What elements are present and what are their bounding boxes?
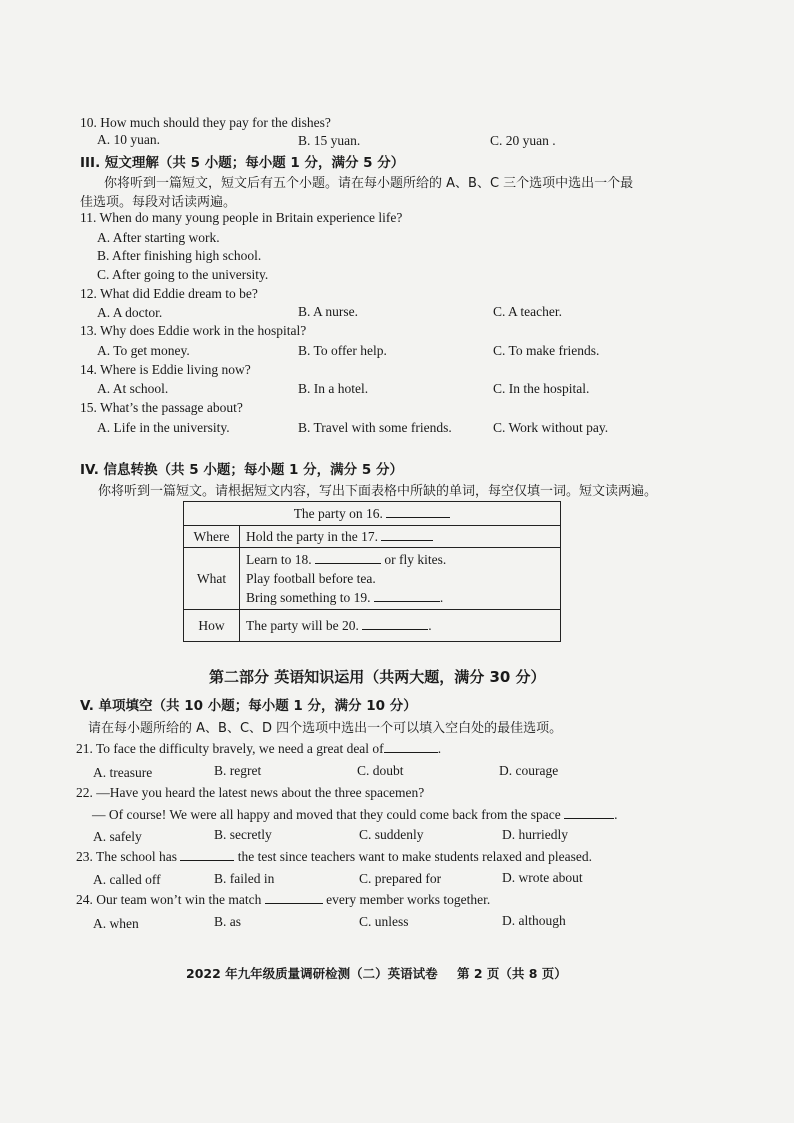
question-13-stem: 13. Why does Eddie work in the hospital? bbox=[80, 323, 307, 338]
question-13-option-c: C. To make friends. bbox=[493, 343, 600, 358]
question-22-line-1: 22. —Have you heard the latest news about the three spacemen? bbox=[76, 785, 425, 800]
question-24-option-d: D. although bbox=[502, 913, 566, 928]
question-22-option-b: B. secretly bbox=[214, 827, 272, 842]
what-cell bbox=[240, 548, 561, 610]
question-23-option-a: A. called off bbox=[93, 872, 161, 887]
blank-17[interactable] bbox=[381, 529, 433, 541]
question-23-option-c: C. prepared for bbox=[359, 871, 442, 886]
question-22-option-c: C. suddenly bbox=[359, 827, 424, 842]
question-11-stem: 11. When do many young people in Britain experience life? bbox=[80, 210, 403, 225]
what-line-1-text: Learn to 18. bbox=[246, 551, 312, 567]
question-21-option-c: C. doubt bbox=[357, 763, 404, 778]
part-2-title: 第二部分 英语知识运用（共两大题，满分 30 分） bbox=[209, 668, 546, 686]
section-3-header: III. 短文理解（共 5 小题；每小题 1 分，满分 5 分） bbox=[80, 155, 405, 171]
question-21-option-a: A. treasure bbox=[93, 765, 153, 780]
section-5-header: V. 单项填空（共 10 小题；每小题 1 分，满分 10 分） bbox=[80, 698, 417, 714]
question-24-text-pre: 24. Our team won’t win the match bbox=[76, 892, 262, 907]
question-21-stem: 21. To face the difficulty bravely, we need a great deal of . bbox=[76, 741, 442, 756]
what-line-2: Play football before tea. bbox=[246, 570, 376, 586]
question-14-option-b: B. In a hotel. bbox=[298, 381, 369, 396]
question-12-option-c: C. A teacher. bbox=[493, 304, 562, 319]
question-10-option-c: C. 20 yuan . bbox=[490, 133, 556, 148]
blank-24[interactable] bbox=[265, 892, 323, 904]
table-title: The party on 16. bbox=[293, 505, 383, 521]
question-15-option-a: A. Life in the university. bbox=[97, 420, 230, 435]
what-line-1-tail: or fly kites. bbox=[384, 551, 447, 567]
section-3-instruction-line1: 你将听到一篇短文，短文后有五个小题。请在每小题所给的 A、B、C 三个选项中选出一个最 bbox=[104, 176, 634, 191]
blank-19[interactable] bbox=[374, 590, 440, 602]
question-14-stem: 14. Where is Eddie living now? bbox=[80, 362, 251, 377]
question-22-line-2-text: — Of course! We were all happy and moved that they could come back from the space bbox=[92, 807, 561, 822]
question-12-stem: 12. What did Eddie dream to be? bbox=[80, 286, 258, 301]
question-15-option-c: C. Work without pay. bbox=[493, 420, 609, 435]
how-text: The party will be 20. bbox=[246, 617, 359, 633]
question-12-option-a: A. A doctor. bbox=[97, 305, 163, 320]
question-23-option-d: D. wrote about bbox=[502, 870, 583, 885]
where-cell bbox=[240, 526, 561, 548]
question-15-stem: 15. What’s the passage about? bbox=[80, 400, 243, 415]
question-24-stem bbox=[76, 892, 490, 908]
question-21-text: 21. To face the difficulty bravely, we need a great deal of bbox=[76, 741, 384, 756]
question-13-option-a: A. To get money. bbox=[97, 343, 190, 358]
question-10-option-b: B. 15 yuan. bbox=[298, 133, 361, 148]
question-11-option-b: B. After finishing high school. bbox=[97, 248, 262, 263]
question-13-option-b: B. To offer help. bbox=[298, 343, 387, 358]
where-text: Hold the party in the 17. bbox=[246, 528, 378, 544]
footer-page-number: 第 2 页（共 8 页） bbox=[457, 966, 567, 981]
question-23-text-post: the test since teachers want to make students relaxed and pleased. bbox=[237, 849, 592, 864]
question-11-option-a: A. After starting work. bbox=[97, 230, 220, 245]
blank-22[interactable] bbox=[564, 807, 614, 819]
question-24-option-c: C. unless bbox=[359, 914, 409, 929]
question-15-option-b: B. Travel with some friends. bbox=[298, 420, 452, 435]
question-21-option-b: B. regret bbox=[214, 763, 262, 778]
blank-21[interactable] bbox=[384, 741, 438, 753]
section-5-instruction: 请在每小题所给的 A、B、C、D 四个选项中选出一个可以填入空白处的最佳选项。 bbox=[88, 721, 563, 736]
question-22-option-a: A. safely bbox=[93, 829, 142, 844]
question-24-option-b: B. as bbox=[214, 914, 241, 929]
question-10-stem: 10. How much should they pay for the dishes? bbox=[80, 115, 331, 130]
question-10-option-a: A. 10 yuan. bbox=[97, 132, 160, 147]
what-label: What bbox=[184, 548, 240, 610]
what-line-1 bbox=[246, 550, 554, 569]
blank-18[interactable] bbox=[315, 552, 381, 564]
section-4-header: IV. 信息转换（共 5 小题；每小题 1 分，满分 5 分） bbox=[80, 462, 403, 478]
question-12-option-b: B. A nurse. bbox=[298, 304, 359, 319]
information-table bbox=[183, 501, 561, 642]
question-22-option-d: D. hurriedly bbox=[502, 827, 568, 842]
question-24-option-a: A. when bbox=[93, 916, 139, 931]
blank-20[interactable] bbox=[362, 618, 428, 630]
how-cell: The party will be 20. . bbox=[240, 610, 561, 642]
question-14-option-a: A. At school. bbox=[97, 381, 169, 396]
how-label: How bbox=[184, 610, 240, 642]
section-4-instruction: 你将听到一篇短文。请根据短文内容，写出下面表格中所缺的单词，每空仅填一词。短文读两遍。 bbox=[98, 484, 658, 499]
blank-23[interactable] bbox=[180, 849, 234, 861]
question-11-option-c: C. After going to the university. bbox=[97, 267, 269, 282]
question-21-option-d: D. courage bbox=[499, 763, 559, 778]
section-3-instruction-line2: 佳选项。每段对话读两遍。 bbox=[80, 195, 237, 210]
what-line-3: Bring something to 19. . bbox=[246, 589, 444, 605]
question-23-stem bbox=[76, 849, 592, 865]
footer-exam-title: 2022 年九年级质量调研检测（二）英语试卷 bbox=[186, 966, 438, 981]
what-line-3-text: Bring something to 19. bbox=[246, 589, 371, 605]
where-label: Where bbox=[184, 526, 240, 548]
question-23-option-b: B. failed in bbox=[214, 871, 275, 886]
question-22-line-2: — Of course! We were all happy and moved that they could come back from the space . bbox=[92, 807, 618, 822]
table-title-cell bbox=[184, 502, 561, 526]
question-23-text-pre: 23. The school has bbox=[76, 849, 177, 864]
question-14-option-c: C. In the hospital. bbox=[493, 381, 590, 396]
blank-16[interactable] bbox=[386, 506, 450, 518]
question-24-text-post: every member works together. bbox=[326, 892, 491, 907]
